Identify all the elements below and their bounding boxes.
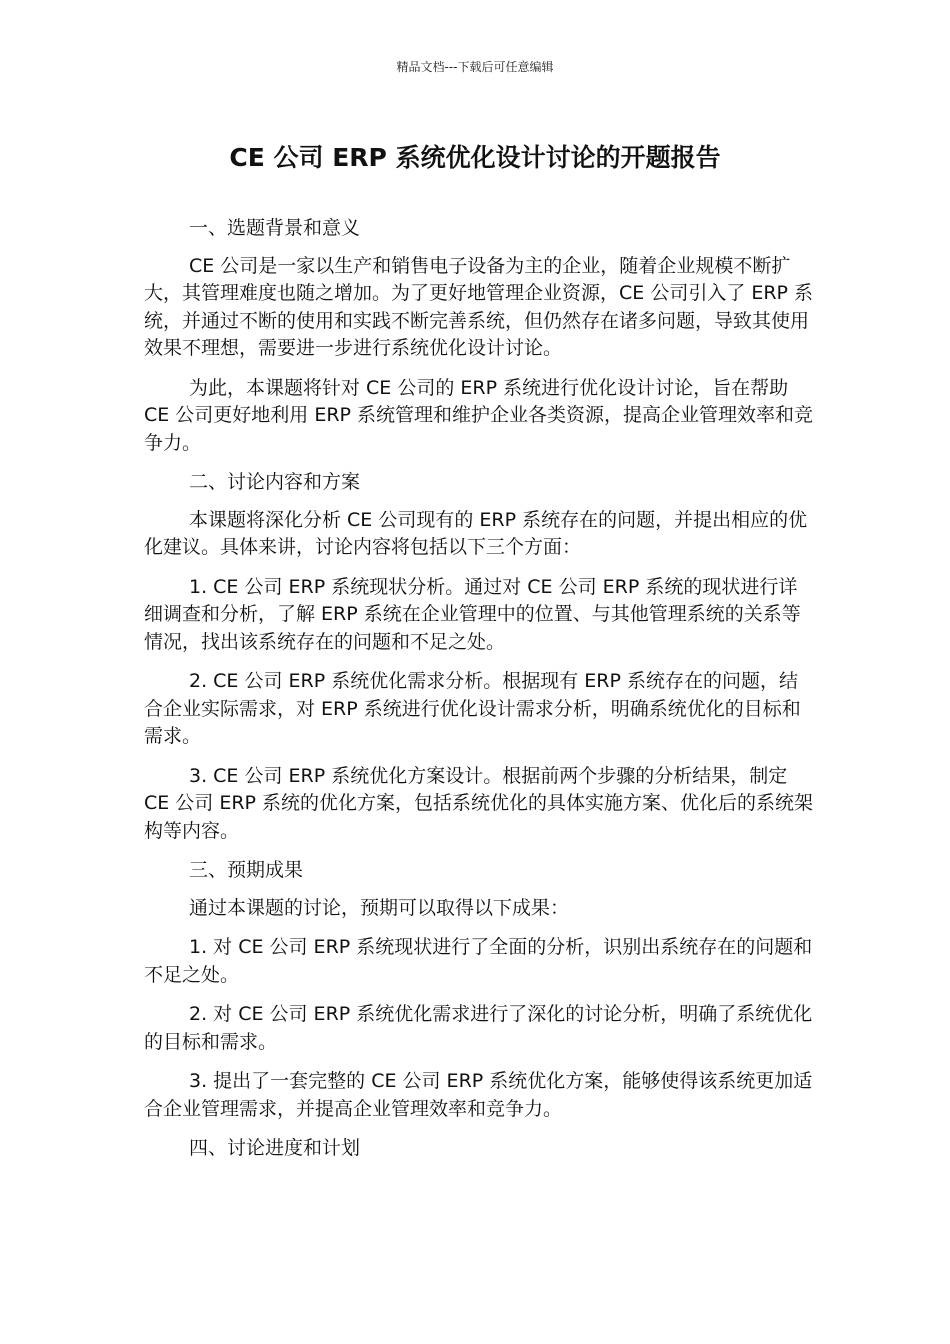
paragraph-content-item-2: 2. CE 公司 ERP 系统优化需求分析。根据现有 ERP 系统存在的问题，结合企业实际需求，对 ERP 系统进行优化设计需求分析，明确系统优化的目标和需求。 (144, 670, 801, 747)
paragraph-content-intro: 本课题将深化分析 CE 公司现有的 ERP 系统存在的问题，并提出相应的优化建议。具体来讲，讨论内容将包括以下三个方面： (144, 508, 808, 558)
paragraph-outcome-3: 3. 提出了一套完整的 CE 公司 ERP 系统优化方案，能够使得该系统更加适合企业管理需求，并提高企业管理效率和竞争力。 (144, 1070, 813, 1120)
paragraph-outcome-1: 1. 对 CE 公司 ERP 系统现状进行了全面的分析，识别出系统存在的问题和不足之处。 (144, 936, 813, 986)
paragraph-outcome-2: 2. 对 CE 公司 ERP 系统优化需求进行了深化的讨论分析，明确了系统优化的目标和需求。 (144, 1003, 813, 1053)
paragraph-purpose: 为此，本课题将针对 CE 公司的 ERP 系统进行优化设计讨论，旨在帮助 CE 公司更好地利用 ERP 系统管理和维护企业各类资源，提高企业管理效率和竞争力。 (144, 376, 814, 454)
page-header-note: 精品文档---下载后可任意编辑 (396, 60, 554, 74)
section-heading-schedule: 四、讨论进度和计划 (189, 1137, 361, 1159)
section-heading-background: 一、选题背景和意义 (189, 217, 361, 239)
paragraph-content-item-3: 3. CE 公司 ERP 系统优化方案设计。根据前两个步骤的分析结果，制定 CE 公司 ERP 系统的优化方案，包括系统优化的具体实施方案、优化后的系统架构等内容。 (144, 764, 814, 842)
paragraph-content-item-1: 1. CE 公司 ERP 系统现状分析。通过对 CE 公司 ERP 系统的现状进行详细调查和分析，了解 ERP 系统在企业管理中的位置、与其他管理系统的关系等情况，找出该系统存在的问题和不足之处。 (144, 575, 801, 653)
section-heading-content: 二、讨论内容和方案 (189, 471, 361, 493)
document-body (144, 215, 814, 1173)
paragraph-background: CE 公司是一家以生产和销售电子设备为主的企业，随着企业规模不断扩大，其管理难度也随之增加。为了更好地管理企业资源，CE 公司引入了 ERP 系统，并通过不断的使用和实践不断完善系统，但仍然存在诸多问题，导致其使用效果不理想，需要进一步进行系统优化设计讨论。 (144, 254, 814, 359)
section-heading-outcomes: 三、预期成果 (189, 859, 304, 881)
document-title: CE 公司 ERP 系统优化设计讨论的开题报告 (229, 143, 721, 172)
paragraph-outcomes-intro: 通过本课题的讨论，预期可以取得以下成果： (189, 896, 570, 919)
